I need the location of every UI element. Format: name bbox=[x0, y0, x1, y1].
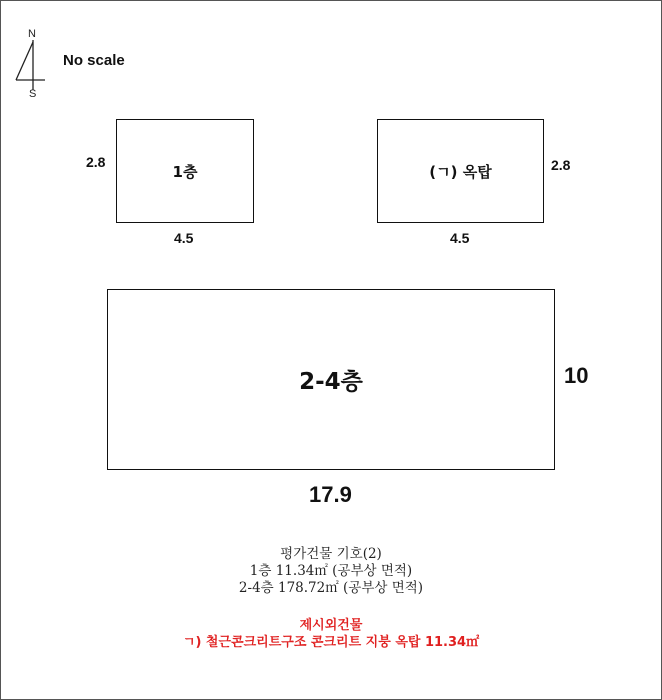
floor1-height-label: 2.8 bbox=[86, 154, 106, 170]
main-building-height-label: 10 bbox=[564, 363, 589, 388]
rooftop-box bbox=[377, 119, 544, 223]
floor1-label: 1층 bbox=[172, 162, 198, 181]
compass bbox=[12, 28, 48, 100]
floor1-box bbox=[116, 119, 254, 223]
legend-title: 평가건물 기호(2) bbox=[280, 546, 382, 562]
scale-note: No scale bbox=[63, 52, 125, 69]
compass-south-label: S bbox=[29, 88, 37, 100]
legend-line-1: 1층 11.34㎡ (공부상 면적) bbox=[249, 563, 413, 579]
rooftop-label: (ㄱ) 옥탑 bbox=[429, 162, 492, 181]
main-building-label: 2-4층 bbox=[299, 369, 363, 395]
floor1-width-label: 4.5 bbox=[174, 230, 194, 246]
rooftop-width-label: 4.5 bbox=[450, 230, 470, 246]
compass-north-label: N bbox=[28, 28, 36, 40]
main-building-box bbox=[107, 289, 555, 470]
excluded-building-line-1: ㄱ) 철근콘크리트구조 콘크리트 지붕 옥탑 11.34㎡ bbox=[182, 635, 480, 650]
main-building-width-label: 17.9 bbox=[309, 482, 352, 507]
rooftop-height-label: 2.8 bbox=[551, 157, 571, 173]
legend-line-2: 2-4층 178.72㎡ (공부상 면적) bbox=[238, 580, 424, 596]
excluded-building-title: 제시외건물 bbox=[299, 618, 363, 633]
